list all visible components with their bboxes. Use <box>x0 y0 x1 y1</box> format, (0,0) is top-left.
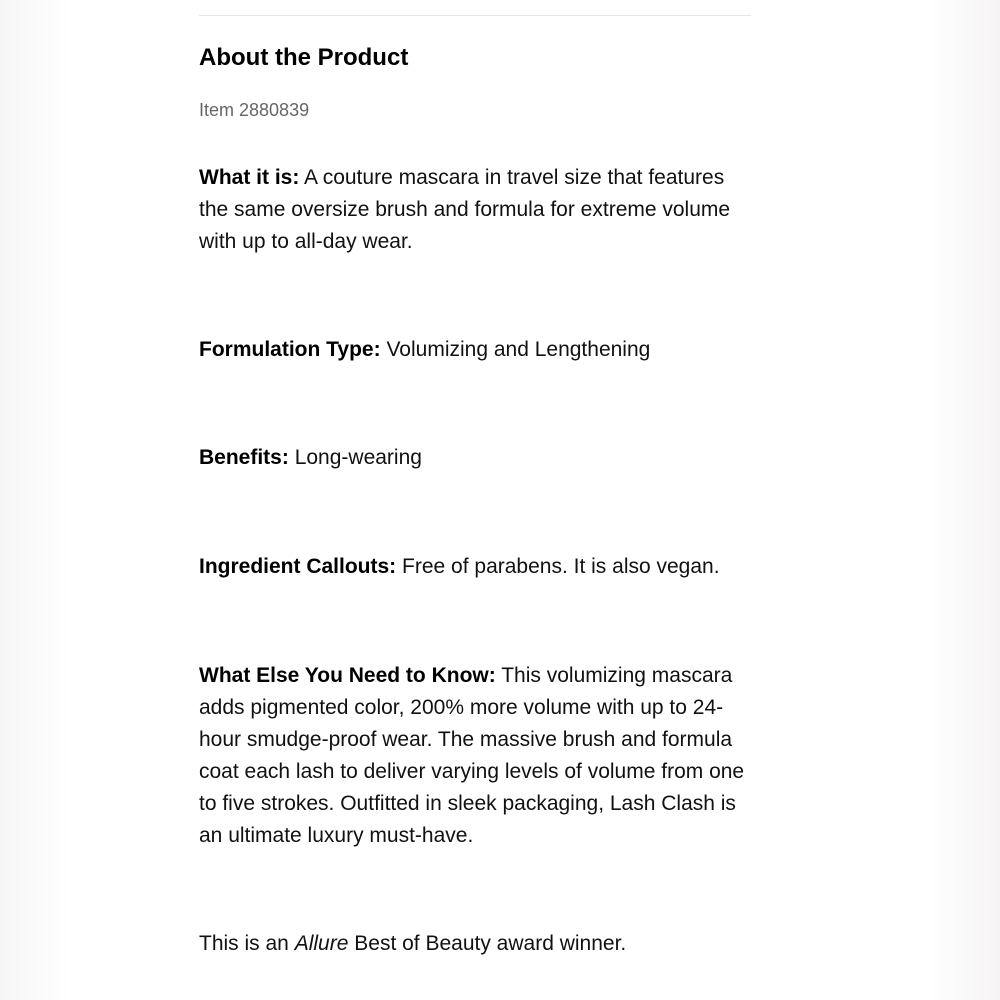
award-prefix: This is an <box>199 932 289 955</box>
what-it-is-paragraph <box>199 162 751 258</box>
benefits-text: Long-wearing <box>294 446 422 469</box>
what-it-is-label: What it is: <box>199 166 300 189</box>
benefits-label: Benefits: <box>199 446 289 469</box>
left-edge-shade <box>0 0 70 1000</box>
ingredient-callouts-paragraph <box>199 551 751 583</box>
what-else-paragraph <box>199 660 751 852</box>
item-label: Item <box>199 100 235 120</box>
ingredient-callouts-label: Ingredient Callouts: <box>199 555 397 578</box>
formulation-type-paragraph <box>199 334 751 366</box>
right-edge-shade <box>930 0 1000 1000</box>
what-else-label: What Else You Need to Know: <box>199 664 496 687</box>
ingredient-callouts-text: Free of parabens. It is also vegan. <box>402 555 720 578</box>
section-divider <box>199 15 751 16</box>
award-publication: Allure <box>294 932 349 955</box>
award-suffix: Best of Beauty award winner. <box>354 932 627 955</box>
formulation-type-text: Volumizing and Lengthening <box>386 338 651 361</box>
benefits-paragraph <box>199 442 751 474</box>
item-number <box>199 98 309 122</box>
what-else-text: This volumizing mascara adds pigmented color, 200% more volume with up to 24-hour smudge-proof wear. The massive brush and formula coat each lash to deliver varying levels of volume from one to five strokes. Outfitted in sleek packaging, Lash Clash is an ultimate luxury must-have. <box>199 664 745 847</box>
award-paragraph <box>199 928 751 960</box>
item-number-value: 2880839 <box>239 100 310 120</box>
section-title: About the Product <box>199 44 409 71</box>
formulation-type-label: Formulation Type: <box>199 338 381 361</box>
what-it-is-text: A couture mascara in travel size that features the same oversize brush and formula for extreme volume with up to all-day wear. <box>199 166 731 253</box>
